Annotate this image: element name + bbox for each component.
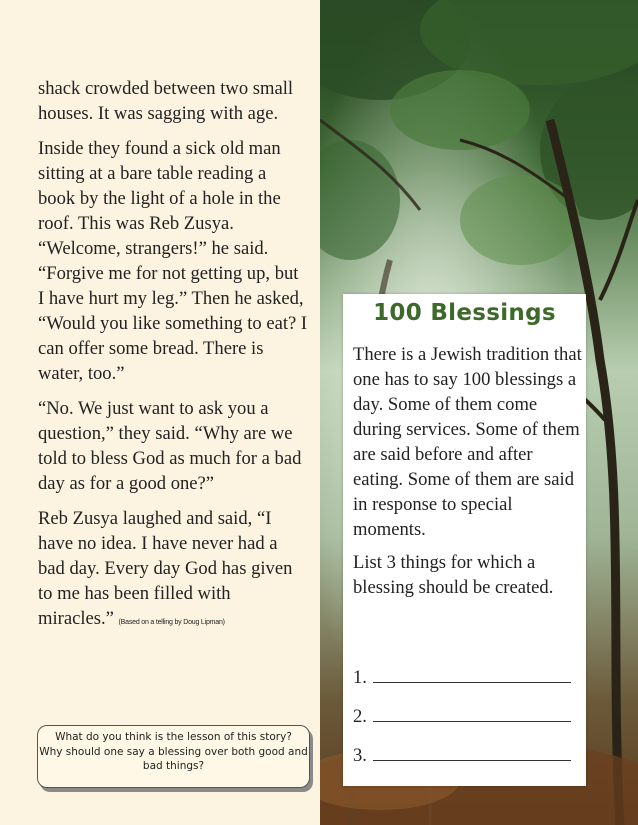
blessings-paragraph: There is a Jewish tradition that one has to say 100 blessings a day. Some of them come during services. Some of them are said before and after eating. Some of them are said in response to special moments.: [353, 344, 582, 540]
blessings-title: 100 Blessings: [373, 300, 556, 326]
discussion-question-box: [37, 725, 310, 788]
story-paragraph-1: shack crowded between two small houses. It was sagging with age.: [38, 78, 294, 124]
story-last-paragraph: Reb Zusya laughed and said, “I have no idea. I have never had a bad day. Every day God has given to me has been filled with miracles.”: [38, 508, 293, 629]
story-text: [38, 76, 308, 645]
answer-line-1[interactable]: [353, 666, 575, 689]
answer-blank-3[interactable]: [373, 744, 571, 761]
story-paragraph-3: “No. We just want to ask you a question,” they said. “Why are we told to bless God as much for a bad day as for a good one?”: [38, 398, 302, 494]
story-paragraph-2: Inside they found a sick old man sitting at a bare table reading a book by the light of a hole in the roof. This was Reb Zusya. “Welcome, strangers!” he said. “Forgive me for not getting up, but I have hurt my leg.” Then he asked, “Would you like something to eat? I can offer some bread. There is water, too.”: [38, 138, 308, 384]
blessings-prompt: List 3 things for which a blessing should be created.: [353, 552, 554, 598]
answer-number-3: 3.: [353, 745, 367, 766]
discussion-question-1: What do you think is the lesson of this story?: [55, 731, 292, 743]
discussion-question-2: Why should one say a blessing over both good and bad things?: [39, 745, 308, 772]
answer-line-2[interactable]: [353, 705, 575, 728]
blessings-body: [353, 342, 585, 608]
story-paragraph-4: [38, 506, 308, 635]
story-credit: (Based on a telling by Doug Lipman): [118, 619, 225, 626]
answer-number-2: 2.: [353, 706, 367, 727]
answer-number-1: 1.: [353, 667, 367, 688]
answer-blank-2[interactable]: [373, 705, 571, 722]
answer-blank-1[interactable]: [373, 666, 571, 683]
blessings-box: [343, 294, 586, 786]
answer-line-3[interactable]: [353, 744, 575, 767]
